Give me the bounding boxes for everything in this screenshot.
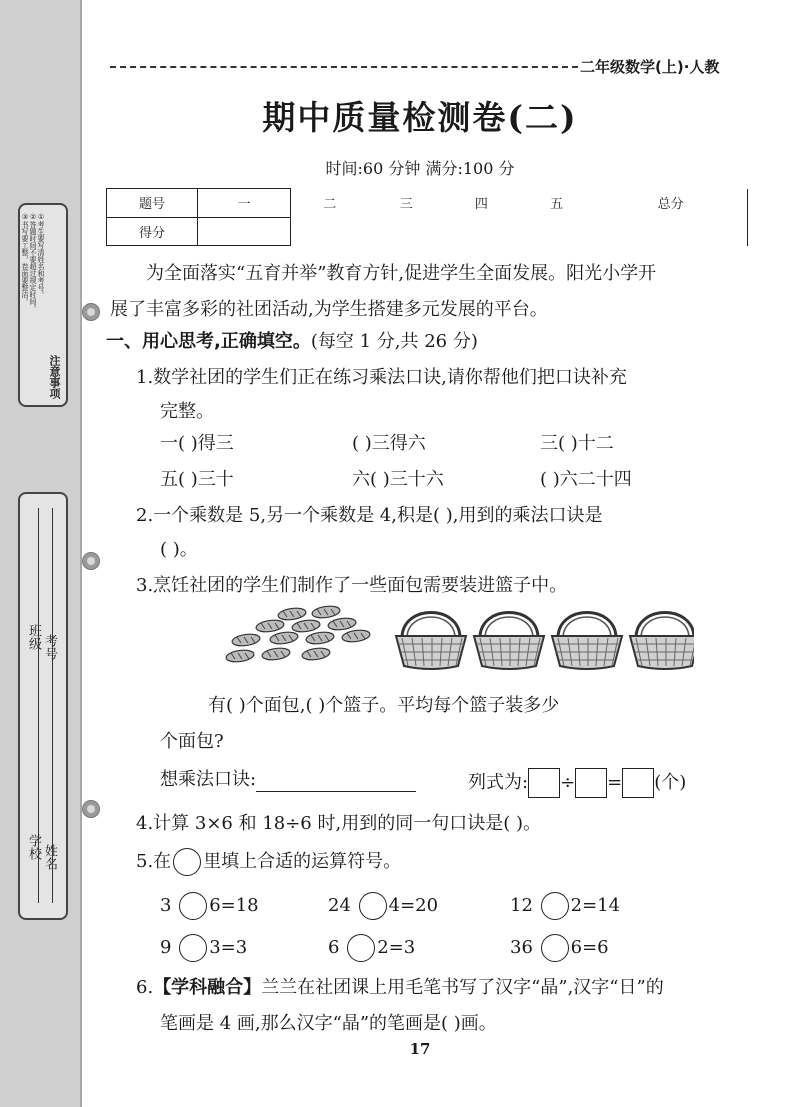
q6-line-2[interactable]: 笔画是 4 画,那么汉字“晶”的笔画是( )画。 bbox=[160, 1013, 497, 1034]
answer-box[interactable] bbox=[528, 768, 560, 798]
binding-hole bbox=[82, 800, 100, 818]
binding-hole bbox=[82, 303, 100, 321]
col-3: 三 bbox=[399, 197, 413, 213]
q1-line-1: 1.数学社团的学生们正在练习乘法口诀,请你帮他们把口诀补充 bbox=[136, 367, 627, 388]
notice-2: ②答题时间不要超过规定时间。 bbox=[29, 213, 37, 312]
col-4: 四 bbox=[474, 197, 488, 213]
operator-input[interactable] bbox=[359, 892, 387, 920]
q3-fill[interactable]: 有( )个面包,( )个篮子。平均每个篮子装多少 bbox=[208, 695, 560, 716]
section-heading bbox=[106, 330, 478, 354]
q6-text: 兰兰在社团课上用毛笔书写了汉字“晶”,汉字“日”的 bbox=[261, 977, 664, 998]
q2-line-1[interactable]: 2.一个乘数是 5,另一个乘数是 4,积是( ),用到的乘法口诀是 bbox=[136, 505, 603, 526]
q1-item[interactable]: 三( )十二 bbox=[540, 433, 614, 454]
q1-item[interactable]: ( )六二十四 bbox=[540, 469, 632, 490]
formula-label: 列式为: bbox=[468, 772, 529, 793]
notice-1: ①考生要写清姓名和考号。 bbox=[37, 213, 45, 298]
q3-think-row bbox=[160, 768, 416, 792]
q1-item[interactable]: 五( )三十 bbox=[160, 469, 234, 490]
operator-circle bbox=[173, 848, 201, 876]
basket-icon bbox=[552, 613, 622, 670]
score-cell[interactable] bbox=[198, 217, 291, 246]
section-title: 一、用心思考,正确填空。 bbox=[106, 331, 311, 352]
answer-box[interactable] bbox=[575, 768, 607, 798]
div-sign: ÷ bbox=[560, 772, 576, 793]
operator-input[interactable] bbox=[179, 934, 207, 962]
operator-input[interactable] bbox=[179, 892, 207, 920]
col-2: 二 bbox=[291, 189, 369, 218]
score-cell[interactable] bbox=[519, 217, 594, 246]
score-cell[interactable] bbox=[291, 217, 369, 246]
q2-line-2[interactable]: ( )。 bbox=[160, 539, 198, 560]
score-cell[interactable] bbox=[594, 217, 747, 246]
intro-line-1: 为全面落实“五育并举”教育方针,促进学生全面发展。阳光小学开 bbox=[146, 263, 657, 284]
q5-intro-b: 里填上合适的运算符号。 bbox=[203, 851, 402, 872]
operator-input[interactable] bbox=[541, 934, 569, 962]
score-cell[interactable] bbox=[444, 217, 519, 246]
q5-item bbox=[160, 892, 259, 920]
think-label: 想乘法口诀: bbox=[160, 769, 257, 790]
q1-item[interactable]: 六( )三十六 bbox=[352, 469, 444, 490]
col-total: 总分 bbox=[594, 189, 747, 218]
intro-line-2: 展了丰富多彩的社团活动,为学生搭建多元发展的平台。 bbox=[110, 299, 548, 320]
notice-3: ③书写要工整，卷面要整洁。 bbox=[21, 213, 29, 305]
score-table bbox=[106, 188, 748, 246]
q5-item bbox=[510, 892, 620, 920]
operand: 3 bbox=[160, 895, 172, 916]
q4-text[interactable]: 4.计算 3×6 和 18÷6 时,用到的同一句口诀是( )。 bbox=[136, 813, 541, 834]
col-5: 五 bbox=[550, 197, 564, 213]
basket-icon bbox=[474, 613, 544, 670]
row-label-question: 题号 bbox=[107, 189, 198, 218]
score-cell[interactable] bbox=[369, 217, 444, 246]
notice-box bbox=[18, 203, 68, 407]
operand: 2=14 bbox=[570, 895, 621, 916]
header-dashed-rule bbox=[110, 66, 578, 68]
field-exam-no[interactable]: 考号 bbox=[42, 634, 57, 660]
q1-item[interactable]: ( )三得六 bbox=[352, 433, 426, 454]
operand: 36 bbox=[510, 937, 533, 958]
operand: 6=18 bbox=[209, 895, 259, 916]
operator-input[interactable] bbox=[541, 892, 569, 920]
bread-group bbox=[225, 605, 370, 664]
q6-number: 6. bbox=[136, 977, 154, 998]
section-note: (每空 1 分,共 26 分) bbox=[310, 331, 478, 352]
q1-item[interactable]: 一( )得三 bbox=[160, 433, 234, 454]
row-label-score: 得分 bbox=[107, 217, 198, 246]
basket-icon bbox=[396, 613, 466, 670]
q5-item bbox=[160, 934, 247, 962]
q6-line-1 bbox=[136, 976, 664, 1000]
basket-group bbox=[396, 613, 694, 670]
answer-box[interactable] bbox=[622, 768, 654, 798]
field-class[interactable]: 班级 bbox=[26, 624, 41, 650]
operand: 12 bbox=[510, 895, 533, 916]
field-name[interactable]: 姓名 bbox=[42, 844, 57, 870]
operand: 6=6 bbox=[570, 937, 609, 958]
operator-input[interactable] bbox=[347, 934, 375, 962]
bread-illustration bbox=[212, 602, 372, 672]
operand: 2=3 bbox=[377, 937, 416, 958]
col-1: 一 bbox=[198, 189, 291, 218]
info-box bbox=[18, 492, 68, 920]
think-answer-line[interactable] bbox=[256, 771, 416, 792]
q3-line-1: 3.烹饪社团的学生们制作了一些面包需要装进篮子中。 bbox=[136, 575, 568, 596]
q5-item bbox=[510, 934, 609, 962]
field-school[interactable]: 学校 bbox=[26, 834, 41, 860]
page-title: 期中质量检测卷(二) bbox=[262, 98, 578, 137]
operand: 9 bbox=[160, 937, 172, 958]
operand: 24 bbox=[328, 895, 351, 916]
q1-line-2: 完整。 bbox=[160, 401, 214, 422]
operand: 6 bbox=[328, 937, 340, 958]
exam-meta: 时间:60 分钟 满分:100 分 bbox=[325, 159, 515, 178]
q5-item bbox=[328, 934, 415, 962]
q3-fill-2: 个面包? bbox=[160, 731, 224, 752]
q5-intro-a: 5.在 bbox=[136, 851, 172, 872]
q3-formula-row bbox=[468, 768, 686, 798]
unit-label: (个) bbox=[654, 772, 687, 793]
q5-intro bbox=[136, 848, 401, 876]
binding-hole bbox=[82, 552, 100, 570]
operand: 3=3 bbox=[209, 937, 248, 958]
q6-tag: 【学科融合】 bbox=[153, 977, 262, 998]
basket-icon bbox=[630, 613, 694, 670]
q5-item bbox=[328, 892, 438, 920]
page-number: 17 bbox=[409, 1040, 431, 1058]
subject-label: 二年级数学(上)·人教 bbox=[580, 58, 720, 76]
eq-sign: = bbox=[607, 772, 623, 793]
baskets-illustration bbox=[394, 600, 694, 672]
notice-label: 注意事项 bbox=[48, 355, 61, 399]
operand: 4=20 bbox=[388, 895, 439, 916]
